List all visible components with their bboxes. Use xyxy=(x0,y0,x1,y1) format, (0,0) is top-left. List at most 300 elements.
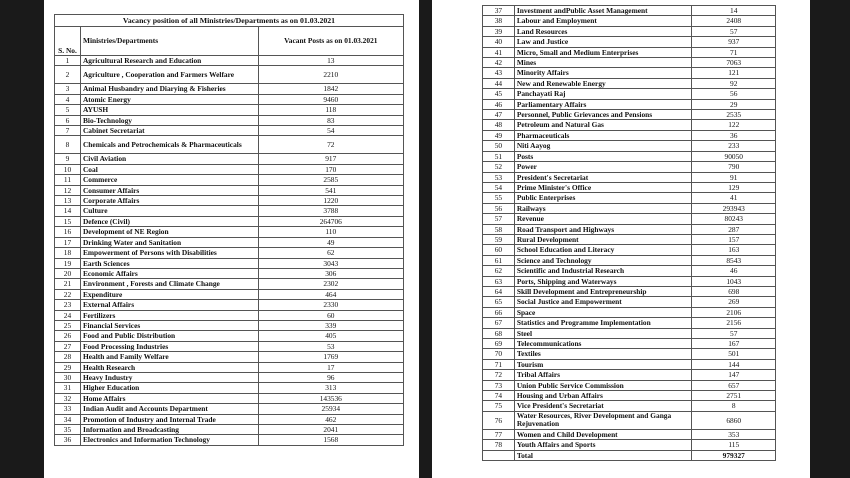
row-vacant-posts: 306 xyxy=(258,268,403,278)
table-row xyxy=(55,258,404,268)
total-label: Total xyxy=(514,450,692,460)
table-row xyxy=(55,362,404,372)
row-sno: 60 xyxy=(483,245,515,255)
row-department: Public Enterprises xyxy=(514,193,692,203)
row-department: Investment andPublic Asset Management xyxy=(514,6,692,16)
row-vacant-posts: 6860 xyxy=(692,411,776,429)
row-vacant-posts: 57 xyxy=(692,26,776,36)
row-department: Culture xyxy=(80,206,258,216)
row-vacant-posts: 462 xyxy=(258,414,403,424)
row-sno: 14 xyxy=(55,206,81,216)
row-department: Promotion of Industry and Internal Trade xyxy=(80,414,258,424)
row-sno: 16 xyxy=(55,227,81,237)
row-department: Earth Sciences xyxy=(80,258,258,268)
row-department: Labour and Employment xyxy=(514,16,692,26)
row-vacant-posts: 90050 xyxy=(692,151,776,161)
row-sno: 48 xyxy=(483,120,515,130)
row-sno: 3 xyxy=(55,84,81,94)
row-department: Land Resources xyxy=(514,26,692,36)
row-sno: 62 xyxy=(483,266,515,276)
row-vacant-posts: 2302 xyxy=(258,279,403,289)
table-row xyxy=(55,185,404,195)
row-sno: 74 xyxy=(483,391,515,401)
row-sno: 69 xyxy=(483,339,515,349)
row-sno: 65 xyxy=(483,297,515,307)
table-row xyxy=(55,435,404,445)
row-department: Food and Public Distribution xyxy=(80,331,258,341)
table-row xyxy=(483,359,776,369)
row-sno: 25 xyxy=(55,320,81,330)
row-vacant-posts: 339 xyxy=(258,320,403,330)
table-row xyxy=(483,203,776,213)
row-sno: 31 xyxy=(55,383,81,393)
vacancy-table-left xyxy=(54,14,404,446)
row-department: Vice President's Secretariat xyxy=(514,401,692,411)
row-vacant-posts: 2041 xyxy=(258,425,403,435)
row-department: Revenue xyxy=(514,214,692,224)
table-row xyxy=(483,286,776,296)
row-department: President's Secretariat xyxy=(514,172,692,182)
row-sno: 6 xyxy=(55,115,81,125)
row-sno: 78 xyxy=(483,440,515,450)
row-vacant-posts: 72 xyxy=(258,136,403,154)
document-page-left xyxy=(44,0,419,478)
table-row xyxy=(483,339,776,349)
table-row xyxy=(483,429,776,439)
row-vacant-posts: 25934 xyxy=(258,404,403,414)
table-row xyxy=(483,255,776,265)
row-department: Ports, Shipping and Waterways xyxy=(514,276,692,286)
row-sno: 59 xyxy=(483,234,515,244)
row-vacant-posts: 2330 xyxy=(258,300,403,310)
table-row xyxy=(483,172,776,182)
row-sno: 45 xyxy=(483,89,515,99)
row-sno: 67 xyxy=(483,318,515,328)
row-sno: 37 xyxy=(483,6,515,16)
table-row xyxy=(55,227,404,237)
row-sno: 35 xyxy=(55,425,81,435)
table-row xyxy=(483,162,776,172)
row-vacant-posts: 2535 xyxy=(692,110,776,120)
row-department: Youth Affairs and Sports xyxy=(514,440,692,450)
row-department: Atomic Energy xyxy=(80,94,258,104)
header-sno: S. No. xyxy=(55,27,81,56)
row-vacant-posts: 147 xyxy=(692,370,776,380)
row-sno: 32 xyxy=(55,393,81,403)
table-row xyxy=(483,110,776,120)
row-sno: 30 xyxy=(55,372,81,382)
row-department: Economic Affairs xyxy=(80,268,258,278)
row-sno: 41 xyxy=(483,47,515,57)
row-department: External Affairs xyxy=(80,300,258,310)
row-vacant-posts: 917 xyxy=(258,154,403,164)
row-vacant-posts: 269 xyxy=(692,297,776,307)
row-department: Agricultural Research and Education xyxy=(80,56,258,66)
row-department: Personnel, Public Grievances and Pensions xyxy=(514,110,692,120)
row-department: Niti Aayog xyxy=(514,141,692,151)
total-empty xyxy=(483,450,515,460)
row-vacant-posts: 129 xyxy=(692,182,776,192)
row-department: AYUSH xyxy=(80,105,258,115)
table-row xyxy=(55,154,404,164)
table-row xyxy=(483,266,776,276)
row-sno: 77 xyxy=(483,429,515,439)
row-department: Expenditure xyxy=(80,289,258,299)
row-sno: 63 xyxy=(483,276,515,286)
row-department: School Education and Literacy xyxy=(514,245,692,255)
row-department: Tourism xyxy=(514,359,692,369)
row-sno: 22 xyxy=(55,289,81,299)
row-vacant-posts: 62 xyxy=(258,248,403,258)
table-row xyxy=(483,224,776,234)
row-vacant-posts: 49 xyxy=(258,237,403,247)
row-department: Law and Justice xyxy=(514,37,692,47)
row-department: Information and Broadcasting xyxy=(80,425,258,435)
row-vacant-posts: 13 xyxy=(258,56,403,66)
row-vacant-posts: 71 xyxy=(692,47,776,57)
row-vacant-posts: 57 xyxy=(692,328,776,338)
row-vacant-posts: 698 xyxy=(692,286,776,296)
row-sno: 49 xyxy=(483,130,515,140)
row-vacant-posts: 2106 xyxy=(692,307,776,317)
table-row xyxy=(55,331,404,341)
table-row xyxy=(483,6,776,16)
row-department: Health and Family Welfare xyxy=(80,352,258,362)
row-vacant-posts: 110 xyxy=(258,227,403,237)
row-department: Defence (Civil) xyxy=(80,216,258,226)
row-department: Petroleum and Natural Gas xyxy=(514,120,692,130)
row-department: Road Transport and Highways xyxy=(514,224,692,234)
row-vacant-posts: 14 xyxy=(692,6,776,16)
row-sno: 27 xyxy=(55,341,81,351)
row-sno: 7 xyxy=(55,126,81,136)
table-row xyxy=(483,370,776,380)
table-row xyxy=(55,126,404,136)
row-vacant-posts: 501 xyxy=(692,349,776,359)
row-vacant-posts: 157 xyxy=(692,234,776,244)
table-row xyxy=(483,411,776,429)
row-sno: 56 xyxy=(483,203,515,213)
table-row xyxy=(55,289,404,299)
row-sno: 64 xyxy=(483,286,515,296)
row-sno: 1 xyxy=(55,56,81,66)
table-row xyxy=(483,47,776,57)
row-vacant-posts: 143536 xyxy=(258,393,403,403)
row-vacant-posts: 405 xyxy=(258,331,403,341)
row-vacant-posts: 7063 xyxy=(692,58,776,68)
row-department: Development of NE Region xyxy=(80,227,258,237)
row-vacant-posts: 3788 xyxy=(258,206,403,216)
row-vacant-posts: 1043 xyxy=(692,276,776,286)
row-vacant-posts: 233 xyxy=(692,141,776,151)
row-vacant-posts: 29 xyxy=(692,99,776,109)
row-department: Space xyxy=(514,307,692,317)
row-department: Mines xyxy=(514,58,692,68)
row-sno: 72 xyxy=(483,370,515,380)
row-sno: 33 xyxy=(55,404,81,414)
row-sno: 54 xyxy=(483,182,515,192)
row-department: Bio-Technology xyxy=(80,115,258,125)
row-vacant-posts: 3043 xyxy=(258,258,403,268)
row-department: Health Research xyxy=(80,362,258,372)
table-row xyxy=(483,401,776,411)
header-vacant: Vacant Posts as on 01.03.2021 xyxy=(258,27,403,56)
row-vacant-posts: 1568 xyxy=(258,435,403,445)
row-sno: 51 xyxy=(483,151,515,161)
row-vacant-posts: 287 xyxy=(692,224,776,234)
row-sno: 42 xyxy=(483,58,515,68)
table-row xyxy=(483,68,776,78)
row-sno: 57 xyxy=(483,214,515,224)
row-vacant-posts: 122 xyxy=(692,120,776,130)
row-vacant-posts: 96 xyxy=(258,372,403,382)
row-sno: 10 xyxy=(55,164,81,174)
row-sno: 24 xyxy=(55,310,81,320)
table-row xyxy=(483,380,776,390)
row-sno: 55 xyxy=(483,193,515,203)
row-sno: 43 xyxy=(483,68,515,78)
row-sno: 34 xyxy=(55,414,81,424)
row-vacant-posts: 41 xyxy=(692,193,776,203)
row-vacant-posts: 657 xyxy=(692,380,776,390)
header-dept: Ministries/Departments xyxy=(80,27,258,56)
table-row xyxy=(483,245,776,255)
table-row xyxy=(483,440,776,450)
row-vacant-posts: 54 xyxy=(258,126,403,136)
table-row xyxy=(55,404,404,414)
table-row xyxy=(483,141,776,151)
table-row xyxy=(55,216,404,226)
table-row xyxy=(483,193,776,203)
vacancy-table-right xyxy=(482,5,776,461)
row-sno: 17 xyxy=(55,237,81,247)
table-row xyxy=(483,130,776,140)
table-row xyxy=(55,66,404,84)
row-vacant-posts: 167 xyxy=(692,339,776,349)
row-sno: 15 xyxy=(55,216,81,226)
row-sno: 66 xyxy=(483,307,515,317)
row-vacant-posts: 121 xyxy=(692,68,776,78)
row-vacant-posts: 53 xyxy=(258,341,403,351)
row-vacant-posts: 36 xyxy=(692,130,776,140)
row-department: Financial Services xyxy=(80,320,258,330)
document-page-right xyxy=(432,0,810,478)
row-sno: 71 xyxy=(483,359,515,369)
row-department: New and Renewable Energy xyxy=(514,78,692,88)
table-row xyxy=(55,105,404,115)
row-sno: 73 xyxy=(483,380,515,390)
table-row xyxy=(55,94,404,104)
row-sno: 70 xyxy=(483,349,515,359)
row-department: Parliamentary Affairs xyxy=(514,99,692,109)
row-vacant-posts: 144 xyxy=(692,359,776,369)
row-department: Steel xyxy=(514,328,692,338)
row-sno: 23 xyxy=(55,300,81,310)
row-sno: 44 xyxy=(483,78,515,88)
row-sno: 36 xyxy=(55,435,81,445)
row-sno: 29 xyxy=(55,362,81,372)
row-vacant-posts: 9460 xyxy=(258,94,403,104)
table-row xyxy=(55,352,404,362)
table-row xyxy=(55,248,404,258)
row-sno: 9 xyxy=(55,154,81,164)
row-department: Cabinet Secretariat xyxy=(80,126,258,136)
row-department: Electronics and Information Technology xyxy=(80,435,258,445)
row-department: Empowerment of Persons with Disabilities xyxy=(80,248,258,258)
row-sno: 40 xyxy=(483,37,515,47)
row-sno: 38 xyxy=(483,16,515,26)
row-sno: 28 xyxy=(55,352,81,362)
table-row xyxy=(55,136,404,154)
table-row xyxy=(55,393,404,403)
row-vacant-posts: 163 xyxy=(692,245,776,255)
table-row xyxy=(55,372,404,382)
row-sno: 11 xyxy=(55,175,81,185)
row-vacant-posts: 17 xyxy=(258,362,403,372)
row-sno: 8 xyxy=(55,136,81,154)
table-row xyxy=(483,234,776,244)
row-department: Civil Aviation xyxy=(80,154,258,164)
table-row xyxy=(483,89,776,99)
row-vacant-posts: 80243 xyxy=(692,214,776,224)
row-sno: 20 xyxy=(55,268,81,278)
row-department: Telecommunications xyxy=(514,339,692,349)
row-vacant-posts: 92 xyxy=(692,78,776,88)
table-row xyxy=(483,328,776,338)
row-sno: 61 xyxy=(483,255,515,265)
row-sno: 76 xyxy=(483,411,515,429)
table-row xyxy=(55,84,404,94)
row-vacant-posts: 83 xyxy=(258,115,403,125)
table-row xyxy=(483,276,776,286)
row-sno: 4 xyxy=(55,94,81,104)
row-sno: 2 xyxy=(55,66,81,84)
row-department: Indian Audit and Accounts Department xyxy=(80,404,258,414)
table-row xyxy=(55,237,404,247)
table-row xyxy=(55,341,404,351)
table-row xyxy=(483,182,776,192)
table-row xyxy=(483,120,776,130)
row-vacant-posts: 2210 xyxy=(258,66,403,84)
row-department: Fertilizers xyxy=(80,310,258,320)
row-sno: 75 xyxy=(483,401,515,411)
row-sno: 53 xyxy=(483,172,515,182)
row-department: Power xyxy=(514,162,692,172)
row-department: Science and Technology xyxy=(514,255,692,265)
row-vacant-posts: 313 xyxy=(258,383,403,393)
row-vacant-posts: 2156 xyxy=(692,318,776,328)
row-vacant-posts: 790 xyxy=(692,162,776,172)
table-row xyxy=(483,78,776,88)
row-department: Micro, Small and Medium Enterprises xyxy=(514,47,692,57)
row-vacant-posts: 464 xyxy=(258,289,403,299)
row-sno: 50 xyxy=(483,141,515,151)
row-vacant-posts: 2751 xyxy=(692,391,776,401)
row-department: Tribal Affairs xyxy=(514,370,692,380)
table-row xyxy=(483,391,776,401)
row-sno: 18 xyxy=(55,248,81,258)
table-row xyxy=(55,414,404,424)
row-department: Union Public Service Commission xyxy=(514,380,692,390)
row-sno: 52 xyxy=(483,162,515,172)
row-department: Social Justice and Empowerment xyxy=(514,297,692,307)
table-title: Vacancy position of all Ministries/Departments as on 01.03.2021 xyxy=(55,15,404,27)
table-row xyxy=(483,318,776,328)
row-sno: 21 xyxy=(55,279,81,289)
row-vacant-posts: 353 xyxy=(692,429,776,439)
row-department: Agriculture , Cooperation and Farmers Welfare xyxy=(80,66,258,84)
row-vacant-posts: 118 xyxy=(258,105,403,115)
row-vacant-posts: 264706 xyxy=(258,216,403,226)
table-row xyxy=(483,297,776,307)
row-department: Panchayati Raj xyxy=(514,89,692,99)
row-department: Drinking Water and Sanitation xyxy=(80,237,258,247)
row-department: Housing and Urban Affairs xyxy=(514,391,692,401)
row-department: Rural Development xyxy=(514,234,692,244)
row-sno: 13 xyxy=(55,196,81,206)
row-department: Prime Minister's Office xyxy=(514,182,692,192)
row-department: Textiles xyxy=(514,349,692,359)
row-vacant-posts: 1220 xyxy=(258,196,403,206)
table-row xyxy=(55,300,404,310)
row-department: Corporate Affairs xyxy=(80,196,258,206)
table-row xyxy=(55,175,404,185)
row-department: Skill Development and Entrepreneurship xyxy=(514,286,692,296)
row-vacant-posts: 1769 xyxy=(258,352,403,362)
table-row xyxy=(55,279,404,289)
table-row xyxy=(55,206,404,216)
row-sno: 5 xyxy=(55,105,81,115)
row-department: Scientific and Industrial Research xyxy=(514,266,692,276)
row-sno: 46 xyxy=(483,99,515,109)
row-vacant-posts: 8 xyxy=(692,401,776,411)
row-department: Environment , Forests and Climate Change xyxy=(80,279,258,289)
row-department: Higher Education xyxy=(80,383,258,393)
table-row xyxy=(483,16,776,26)
total-row xyxy=(483,450,776,460)
row-sno: 58 xyxy=(483,224,515,234)
row-sno: 68 xyxy=(483,328,515,338)
table-row xyxy=(483,99,776,109)
row-sno: 12 xyxy=(55,185,81,195)
table-row xyxy=(483,214,776,224)
row-department: Home Affairs xyxy=(80,393,258,403)
table-row xyxy=(55,115,404,125)
row-vacant-posts: 60 xyxy=(258,310,403,320)
row-department: Statistics and Programme Implementation xyxy=(514,318,692,328)
row-sno: 47 xyxy=(483,110,515,120)
table-row xyxy=(483,26,776,36)
row-vacant-posts: 1842 xyxy=(258,84,403,94)
table-row xyxy=(55,268,404,278)
row-vacant-posts: 56 xyxy=(692,89,776,99)
table-row xyxy=(55,164,404,174)
row-vacant-posts: 91 xyxy=(692,172,776,182)
row-department: Commerce xyxy=(80,175,258,185)
row-department: Minority Affairs xyxy=(514,68,692,78)
table-row xyxy=(483,307,776,317)
row-vacant-posts: 293943 xyxy=(692,203,776,213)
row-department: Pharmaceuticals xyxy=(514,130,692,140)
row-department: Heavy Industry xyxy=(80,372,258,382)
row-vacant-posts: 2408 xyxy=(692,16,776,26)
row-vacant-posts: 46 xyxy=(692,266,776,276)
row-department: Food Processing Industries xyxy=(80,341,258,351)
row-vacant-posts: 115 xyxy=(692,440,776,450)
row-sno: 26 xyxy=(55,331,81,341)
row-sno: 19 xyxy=(55,258,81,268)
row-vacant-posts: 2585 xyxy=(258,175,403,185)
